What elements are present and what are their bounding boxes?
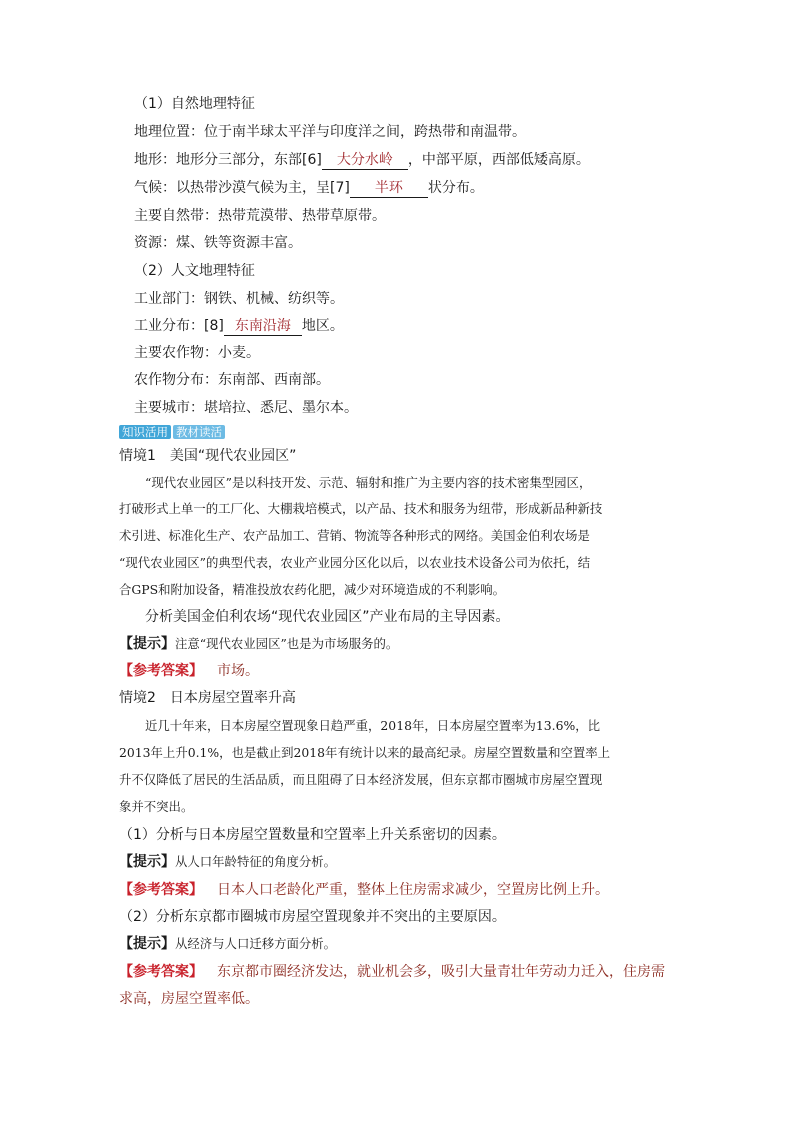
case2-heading: 日本房屋空置率升高 — [169, 690, 296, 706]
case2-ref1-text: 日本人口老龄化严重，整体上住房需求减少，空置房比例上升。 — [217, 882, 609, 898]
case2-ref2-text: 东京都市圈经济发达，就业机会多，吸引大量青壮年劳动力迁入，住房需 — [217, 964, 665, 980]
case2-ref2-label: 【参考答案】 — [119, 964, 203, 980]
case1-tip — [119, 634, 398, 654]
climate-prefix: 气候：以热带沙漠气候为主，呈[7] — [134, 180, 350, 196]
crops-line: 主要农作物：小麦。 — [134, 345, 260, 361]
case2-passage-line: 近几十年来，日本房屋空置现象日趋严重，2018年，日本房屋空置率为13.6%，比 — [145, 718, 601, 733]
case2-answer-1 — [119, 880, 609, 900]
case1-question: 分析美国金伯利农场“现代农业园区”产业布局的主导因素。 — [145, 609, 510, 625]
case1-title — [119, 446, 296, 466]
climate-answer: 半环 — [350, 180, 428, 198]
case1-ref-text: 市场。 — [217, 663, 259, 679]
case2-tip2-label: 【提示】 — [119, 936, 175, 952]
case2-answer-2 — [119, 962, 665, 982]
case1-passage-line: “现代农业园区”的典型代表，农业产业园分区化以后，以农业技术设备公司为依托，结 — [119, 555, 591, 570]
case2-question-1: （1）分析与日本房屋空置数量和空置率上升关系密切的因素。 — [119, 827, 506, 843]
human-heading: （2）人文地理特征 — [134, 263, 255, 279]
cities-line: 主要城市：堪培拉、悉尼、墨尔本。 — [134, 400, 358, 416]
terrain-suffix: ，中部平原，西部低矮高原。 — [407, 152, 590, 168]
section-badges — [119, 425, 225, 439]
case2-passage-line: 2013年上升0.1%，也是截止到2018年有统计以来的最高纪录。房屋空置数量和空置率上 — [119, 745, 611, 760]
industry-answer: 东南沿海 — [224, 318, 302, 336]
natural-heading: （1）自然地理特征 — [134, 96, 255, 112]
case1-passage-line: 合GPS和附加设备，精准投放农药化肥，减少对环境造成的不利影响。 — [119, 582, 506, 597]
case2-ref2-text-cont: 求高，房屋空置率低。 — [119, 991, 259, 1007]
climate-suffix: 状分布。 — [427, 180, 484, 196]
resources-line: 资源：煤、铁等资源丰富。 — [134, 235, 302, 251]
case2-passage-line: 象并不突出。 — [119, 799, 194, 814]
industry-distribution-line — [134, 316, 344, 336]
case1-passage-line: 术引进、标准化生产、农产品加工、营销、物流等各种形式的网络。美国金伯利农场是 — [119, 528, 590, 543]
case2-tip2-text: 从经济与人口迁移方面分析。 — [175, 936, 337, 951]
case2-tip-2 — [119, 934, 336, 954]
terrain-prefix: 地形：地形分三部分，东部[6] — [134, 152, 322, 168]
terrain-answer: 大分水岭 — [322, 152, 408, 170]
industry-sectors-line: 工业部门：钢铁、机械、纺织等。 — [134, 291, 344, 307]
case1-label: 情境1 — [119, 448, 156, 464]
case1-heading: 美国“现代农业园区” — [169, 448, 297, 464]
climate-line — [134, 178, 484, 198]
case2-tip-1 — [119, 852, 336, 872]
case1-passage-line: “现代农业园区”是以科技开发、示范、辐射和推广为主要内容的技术密集型园区， — [145, 475, 592, 490]
case2-tip1-text: 从人口年龄特征的角度分析。 — [175, 854, 337, 869]
badge-textbook: 教材读活 — [173, 425, 225, 439]
case2-answer-2-cont — [119, 989, 259, 1009]
case1-answer — [119, 661, 259, 681]
case1-ref-label: 【参考答案】 — [119, 663, 203, 679]
crop-distribution-line: 农作物分布：东南部、西南部。 — [134, 372, 330, 388]
location-line: 地理位置：位于南半球太平洋与印度洋之间，跨热带和南温带。 — [134, 124, 526, 140]
zones-line: 主要自然带：热带荒漠带、热带草原带。 — [134, 208, 386, 224]
case2-passage-line: 升不仅降低了居民的生活品质，而且阻碍了日本经济发展，但东京都市圈城市房屋空置现 — [119, 772, 603, 787]
case2-title — [119, 688, 296, 708]
case1-passage-line: 打破形式上单一的工厂化、大棚栽培模式，以产品、技术和服务为纽带，形成新品种新技 — [119, 501, 603, 516]
case1-tip-text: 注意“现代农业园区”也是为市场服务的。 — [175, 636, 399, 651]
case2-ref1-label: 【参考答案】 — [119, 882, 203, 898]
industry-prefix: 工业分布：[8] — [134, 318, 224, 334]
case2-question-2: （2）分析东京都市圈城市房屋空置现象并不突出的主要原因。 — [119, 909, 506, 925]
industry-suffix: 地区。 — [301, 318, 344, 334]
case1-tip-label: 【提示】 — [119, 636, 175, 652]
case2-label: 情境2 — [119, 690, 156, 706]
badge-knowledge: 知识活用 — [119, 425, 171, 439]
case2-tip1-label: 【提示】 — [119, 854, 175, 870]
terrain-line — [134, 150, 590, 170]
